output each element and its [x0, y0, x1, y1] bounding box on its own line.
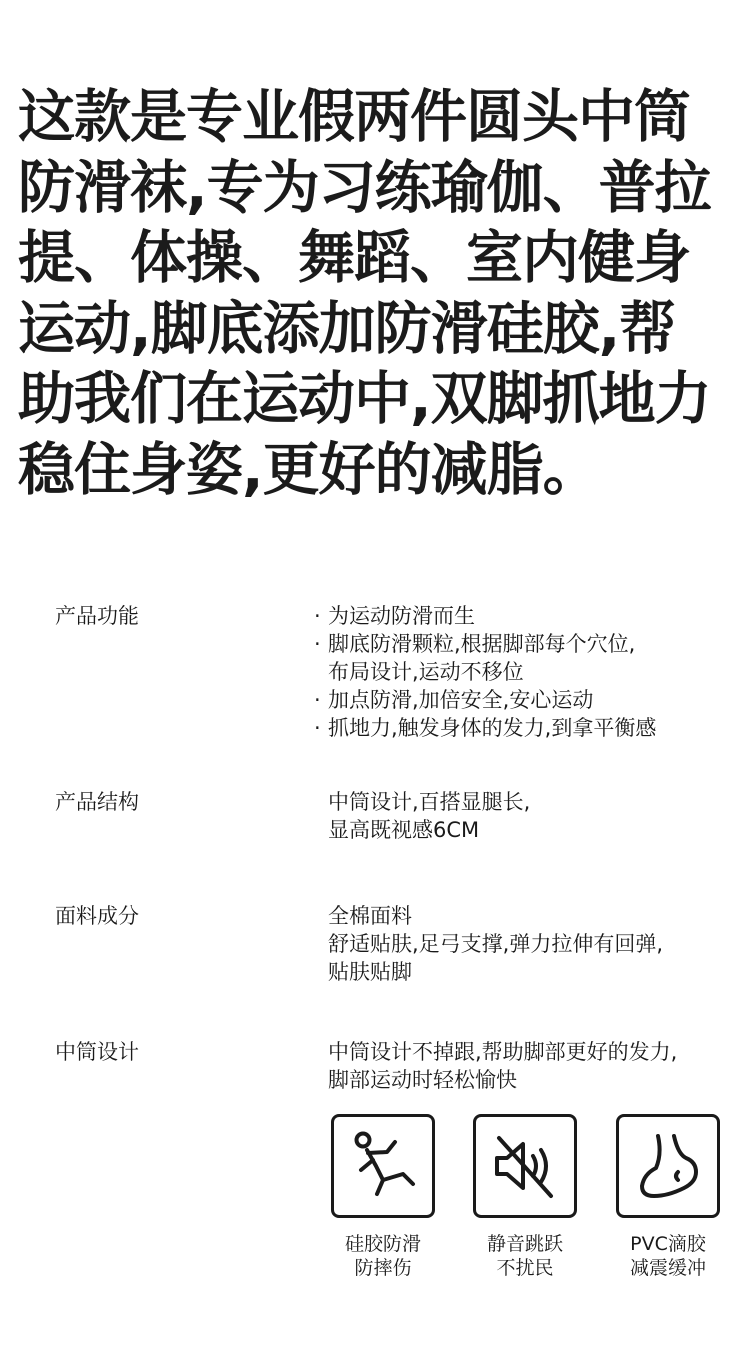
bullet-dot: · — [314, 716, 321, 740]
intro-paragraph — [18, 82, 734, 505]
bullet-text: 脚底防滑颗粒,根据脚部每个穴位, — [328, 632, 636, 656]
spec-label: 中筒设计 — [55, 1040, 139, 1064]
intro-line: 这款是专业假两件圆头中筒 — [18, 84, 690, 150]
spec-text — [328, 902, 663, 986]
feature-icon-box — [331, 1114, 435, 1218]
bullet-dot: · — [314, 604, 321, 628]
mute-speaker-icon — [485, 1126, 565, 1206]
spec-line: 显高既视感6CM — [328, 818, 480, 842]
bullet-dot: · — [314, 632, 321, 656]
feature-caption-line: 不扰民 — [496, 1257, 554, 1279]
spec-line: 中筒设计,百搭显腿长, — [328, 790, 531, 814]
bullet-text: 布局设计,运动不移位 — [328, 660, 524, 684]
bullet-item — [314, 602, 656, 630]
spec-bullet-list — [314, 602, 657, 742]
intro-line: 运动,脚底添加防滑硅胶,帮 — [18, 295, 676, 362]
feature-caption-line: 减震缓冲 — [629, 1257, 706, 1279]
slip-person-icon — [343, 1126, 423, 1206]
feature-icons-row — [0, 1114, 750, 1314]
spec-text — [328, 788, 530, 844]
spec-line: 中筒设计不掉跟,帮助脚部更好的发力, — [328, 1040, 678, 1064]
feature-caption-line: 防摔伤 — [354, 1257, 412, 1279]
spec-line: 全棉面料 — [328, 904, 412, 928]
intro-line: 助我们在运动中,双脚抓地力 — [18, 366, 711, 432]
bullet-item — [314, 630, 656, 686]
spec-label: 面料成分 — [55, 904, 139, 928]
foot-icon — [628, 1126, 708, 1206]
spec-line: 贴肤贴脚 — [328, 960, 412, 984]
bullet-item — [314, 686, 656, 714]
bullet-text: 为运动防滑而生 — [328, 604, 475, 628]
feature-icon-box — [473, 1114, 577, 1218]
bullet-text: 抓地力,触发身体的发力,到拿平衡感 — [328, 716, 657, 740]
bullet-text: 加点防滑,加倍安全,安心运动 — [328, 688, 594, 712]
spec-label: 产品结构 — [55, 790, 139, 814]
spec-text — [328, 1038, 677, 1094]
bullet-dot: · — [314, 688, 321, 712]
spec-label: 产品功能 — [55, 604, 139, 628]
intro-line: 提、体操、舞蹈、室内健身 — [18, 225, 690, 291]
feature-caption — [583, 1232, 750, 1280]
spec-line: 舒适贴肤,足弓支撑,弹力拉伸有回弹, — [328, 932, 664, 956]
feature-caption-line: 硅胶防滑 — [344, 1233, 421, 1255]
feature-pvc-cushion — [583, 1114, 750, 1280]
intro-line: 稳住身姿,更好的减脂。 — [18, 436, 599, 503]
spec-line: 脚部运动时轻松愉快 — [328, 1068, 517, 1092]
feature-icon-box — [616, 1114, 720, 1218]
intro-line: 防滑袜,专为习练瑜伽、普拉 — [18, 154, 711, 221]
feature-caption-line: PVC滴胶 — [630, 1233, 706, 1255]
bullet-item — [314, 714, 657, 742]
feature-caption-line: 静音跳跃 — [486, 1233, 563, 1255]
